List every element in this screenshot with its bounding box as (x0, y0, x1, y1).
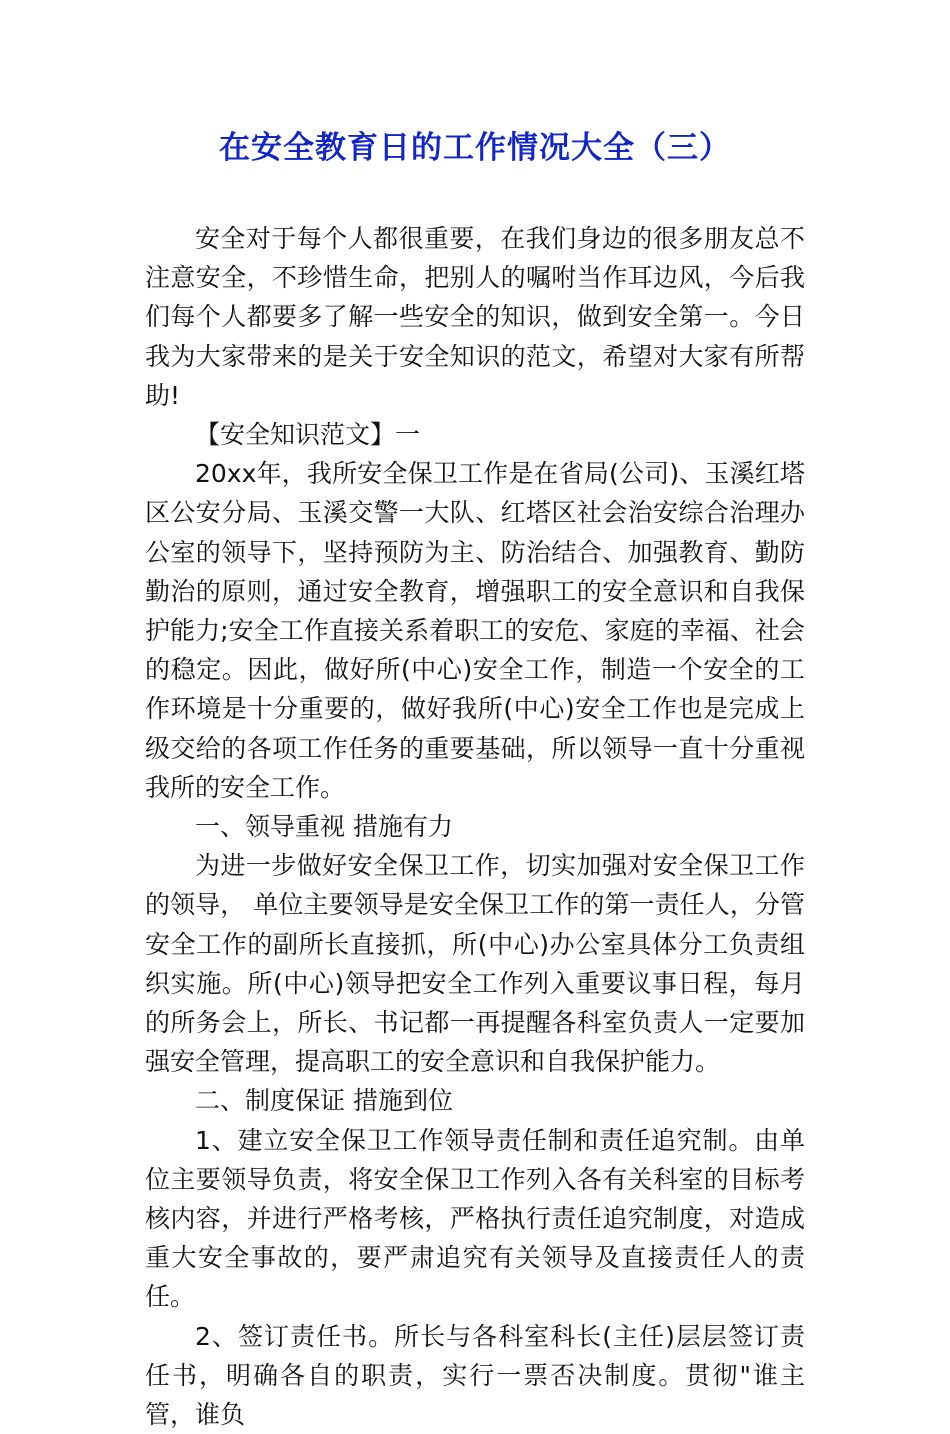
paragraph-responsibility-letter: 2、签订责任书。所长与各科室科长(主任)层层签订责任书，明确各自的职责，实行一票否决制度。贯彻"谁主管，谁负 (145, 1321, 805, 1430)
section-heading-sample-one: 【安全知识范文】一 (195, 420, 421, 450)
paragraph-intro: 安全对于每个人都很重要，在我们身边的很多朋友总不注意安全，不珍惜生命，把别人的嘱咐当作耳边风，今后我们每个人都要多了解一些安全的知识，做到安全第一。今日我为大家带来的是关于安全知识的范文，希望对大家有所帮助! (145, 224, 805, 410)
document-body (145, 219, 805, 1434)
paragraph-leadership: 为进一步做好安全保卫工作，切实加强对安全保卫工作的领导， 单位主要领导是安全保卫工作的第一责任人，分管安全工作的副所长直接抓，所(中心)办公室具体分工负责组织实施。所(中心)领导把安全工作列入重要议事日程，每月的所务会上，所长、书记都一再提醒各科室负责人一定要加强安全管理，提高职工的安全意识和自我保护能力。 (145, 851, 805, 1077)
document-title: 在安全教育日的工作情况大全（三） (219, 130, 731, 166)
paragraph-overview: 20xx年，我所安全保卫工作是在省局(公司)、玉溪红塔区公安分局、玉溪交警一大队、红塔区社会治安综合治理办公室的领导下，坚持预防为主、防治结合、加强教育、勤防勤治的原则，通过安全教育，增强职工的安全意识和自我保护能力;安全工作直接关系着职工的安危、家庭的幸福、社会的稳定。因此，做好所(中心)安全工作，制造一个安全的工作环境是十分重要的，做好我所(中心)安全工作也是完成上级交给的各项工作任务的重要基础，所以领导一直十分重视我所的安全工作。 (145, 459, 805, 802)
section-heading-system: 二、制度保证 措施到位 (195, 1086, 453, 1116)
section-heading-leadership: 一、领导重视 措施有力 (195, 812, 453, 842)
paragraph-responsibility-system: 1、建立安全保卫工作领导责任制和责任追究制。由单位主要领导负责，将安全保卫工作列入各有关科室的目标考核内容，并进行严格考核，严格执行责任追究制度，对造成重大安全事故的，要严肃追究有关领导及直接责任人的责任。 (145, 1125, 805, 1312)
